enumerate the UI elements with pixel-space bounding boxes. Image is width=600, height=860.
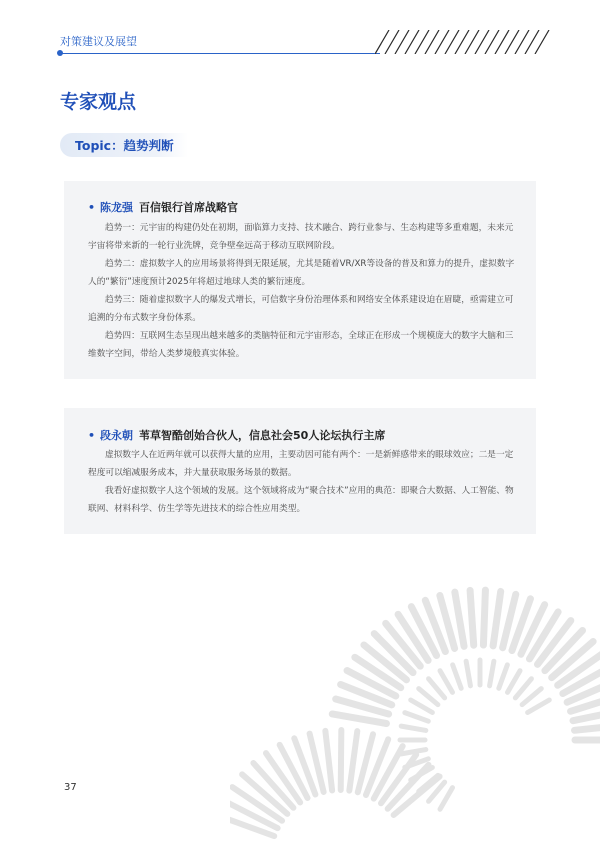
burst-stripe: [466, 661, 470, 686]
header-rule: [60, 53, 380, 54]
burst-stripe: [522, 689, 541, 705]
burst-stripe: [429, 679, 445, 698]
burst-stripe: [455, 592, 464, 646]
burst-stripe: [349, 731, 357, 790]
burst-stripe: [490, 661, 494, 686]
expert-heading-2: [88, 427, 385, 443]
page-number: 37: [64, 782, 77, 793]
expert-role: 苇草智酷创始合伙人，信息社会50人论坛执行主席: [139, 429, 386, 442]
burst-stripe: [341, 730, 342, 790]
burst-stripe: [499, 665, 508, 688]
burst-stripe: [515, 679, 531, 698]
radial-burst-decoration: [230, 540, 600, 860]
expert-1-paragraph-3: 趋势三：随着虚拟数字人的爆发式增长，可信数字身份治理体系和网络安全体系建设迫在眉睫，亟需建立可追溯的分布式数字身份体系。: [88, 295, 514, 323]
burst-stripe: [493, 591, 501, 645]
expert-heading-1: [88, 199, 238, 215]
expert-1-paragraph-4: 趋势四：互联网生态呈现出越来越多的类脑特征和元宇宙形态，全球正在形成一个规模庞大的数字大脑和三维数字空间，带给人类梦境般真实体验。: [88, 331, 514, 359]
burst-stripe: [440, 788, 453, 810]
expert-role: 百信银行首席战略官: [139, 201, 239, 214]
burst-stripe: [508, 671, 521, 693]
page-title: 专家观点: [60, 91, 137, 113]
section-label: 对策建议及展望: [60, 35, 137, 48]
burst-stripe: [483, 590, 485, 645]
burst-stripe: [401, 750, 426, 754]
burst-stripe: [325, 731, 332, 791]
bullet-dot-icon: •: [88, 201, 96, 214]
burst-stripe: [453, 665, 462, 688]
burst-stripe: [470, 590, 474, 645]
bullet-dot-icon: •: [88, 429, 96, 442]
expert-name: 陈龙强: [100, 201, 134, 214]
burst-stripe: [405, 713, 428, 722]
burst-stripe: [411, 700, 433, 713]
burst-stripe: [332, 714, 386, 724]
expert-name: 段永朝: [100, 429, 134, 442]
burst-stripe: [528, 700, 550, 713]
topic-label: Topic：趋势判断: [75, 138, 174, 153]
burst-stripe: [419, 689, 438, 705]
expert-2-paragraph-1: 虚拟数字人在近两年就可以获得大量的应用，主要动因可能有两个：一是新鲜感带来的眼球效应；二是一定程度可以缩减服务成本，并大量获取服务场景的数据。: [88, 450, 514, 478]
diagonal-hatch-decoration: [375, 30, 550, 54]
burst-stripe: [575, 725, 600, 731]
expert-1-paragraph-2: 趋势二：虚拟数字人的应用场景将得到无限延展，尤其是随着VR/XR等设备的普及和算力的提升，虚拟数字人的“繁衍”速度预计2025年将超过地球人类的繁衍速度。: [88, 259, 515, 287]
burst-stripe: [440, 671, 453, 693]
expert-1-paragraph-1: 趋势一：元宇宙的构建仍处在初期，面临算力支持、技术融合、跨行业参与、生态构建等多重难题，未来元宇宙将带来新的一轮行业洗牌，竞争壁垒远高于移动互联网阶段。: [88, 223, 514, 251]
burst-stripe: [401, 726, 426, 730]
expert-2-paragraph-2: 我看好虚拟数字人这个领域的发展。这个领域将成为“聚合技术”应用的典范：即聚合大数据、人工智能、物联网、材料科学、仿生学等先进技术的综合性应用类型。: [88, 486, 514, 514]
